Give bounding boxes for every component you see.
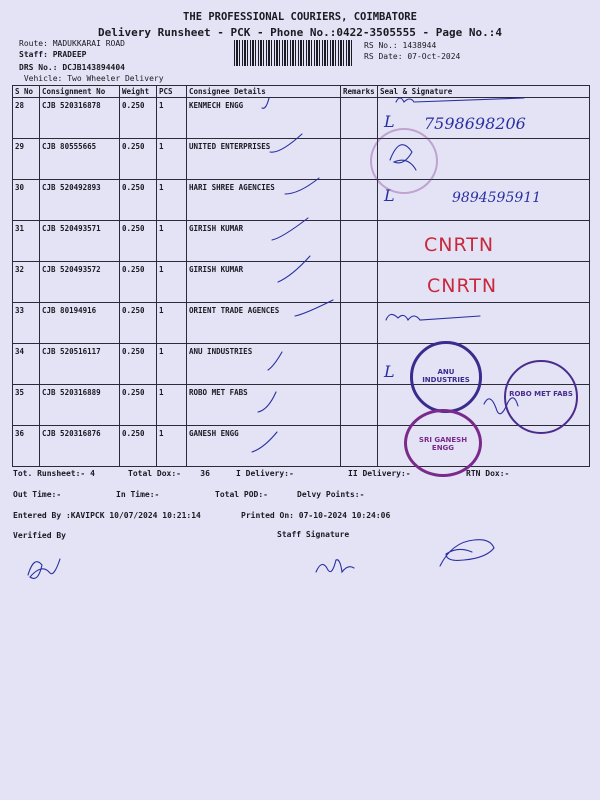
cell-weight: 0.250 [120,426,157,467]
cell-consignment: CJB 520316889 [40,385,120,426]
column-header: Remarks [341,86,378,98]
column-header: Consignee Details [187,86,341,98]
rs-date-value: 07-Oct-2024 [407,52,461,61]
staff-signature-label: Staff Signature [277,530,350,539]
tick-mark-34 [268,352,282,370]
drs-label: DRS No.: [19,63,58,72]
verified-by-label: Verified By [13,531,66,540]
cell-sno: 34 [13,344,40,385]
cell-weight: 0.250 [120,262,157,303]
printed-on: Printed On: 07-10-2024 10:24:06 [241,511,391,520]
rs-no-label: RS No.: [364,41,398,50]
cell-sno: 28 [13,98,40,139]
tick-mark-36 [252,432,277,452]
vehicle-value: Two Wheeler Delivery [67,74,164,83]
handwritten-phone-2: 9894595911 [452,190,542,206]
rs-no-value: 1438944 [402,41,437,50]
tick-mark-32 [278,256,310,282]
ii-delivery: II Delivery:- [348,469,411,478]
cell-pcs: 1 [157,262,187,303]
tick-mark-29 [270,134,302,152]
cell-consignment: CJB 80194916 [40,303,120,344]
rs-date-label: RS Date: [364,52,403,61]
runsheet-subtitle: Delivery Runsheet - PCK - Phone No.:0422-3505555 - Page No.:4 [98,26,502,39]
cell-consignee: UNITED ENTERPRISES [187,139,341,180]
right-signature [440,540,494,566]
cell-consignee: GIRISH KUMAR [187,262,341,303]
out-time: Out Time:- [13,490,62,499]
cell-consignment: CJB 520493572 [40,262,120,303]
cell-pcs: 1 [157,221,187,262]
cell-sno: 29 [13,139,40,180]
vehicle-label: Vehicle: [23,74,63,83]
handwritten-initial-3: L [384,362,395,381]
staff-signature [316,560,354,572]
cell-weight: 0.250 [120,344,157,385]
handwritten-cnrtn-2: CNRTN [427,275,498,297]
cell-weight: 0.250 [120,98,157,139]
cell-weight: 0.250 [120,303,157,344]
handwritten-phone-1: 7598698206 [424,114,526,133]
drs-value: DCJB143894404 [62,63,125,72]
tick-mark-33 [295,300,333,316]
verified-signature [28,559,60,579]
entered-by: Entered By :KAVIPCK 10/07/2024 10:21:14 [13,511,201,520]
cell-consignee: HARI SHREE AGENCIES [187,180,341,221]
cell-sno: 33 [13,303,40,344]
robo-met-fabs-stamp: ROBO MET FABS [504,360,578,434]
tick-mark-30 [285,178,319,194]
cell-pcs: 1 [157,426,187,467]
cell-pcs: 1 [157,180,187,221]
cell-consignment: CJB 520316878 [40,98,120,139]
cell-consignee: ORIENT TRADE AGENCES [187,303,341,344]
cell-sno: 32 [13,262,40,303]
cell-consignment: CJB 520316876 [40,426,120,467]
rtn-dox: RTN Dox:- [466,469,510,478]
cell-weight: 0.250 [120,385,157,426]
total-dox: Total Dox:- 36 [128,469,210,478]
i-delivery: I Delivery:- [236,469,294,478]
cell-pcs: 1 [157,139,187,180]
cell-weight: 0.250 [120,139,157,180]
tick-mark-35 [258,392,276,412]
cell-pcs: 1 [157,385,187,426]
scribble-28 [396,98,524,102]
sri-ganesh-engg-stamp: SRI GANESH ENGG [404,409,482,477]
cell-consignee: ANU INDUSTRIES [187,344,341,385]
cell-sno: 30 [13,180,40,221]
faded-stamp [370,128,438,194]
cell-consignment: CJB 520492893 [40,180,120,221]
column-header: Weight [120,86,157,98]
tick-mark-31 [272,218,308,240]
staff-value: PRADEEP [52,50,87,59]
handwritten-cnrtn-1: CNRTN [424,234,495,256]
company-title: THE PROFESSIONAL COURIERS, COIMBATORE [183,11,417,23]
in-time: In Time:- [116,490,160,499]
cell-consignee: GANESH ENGG [187,426,341,467]
cell-consignee: KENMECH ENGG [187,98,341,139]
cell-pcs: 1 [157,98,187,139]
anu-industries-stamp: ANU INDUSTRIES [410,341,482,413]
cell-consignment: CJB 520516117 [40,344,120,385]
staff-label: Staff: [19,50,48,59]
cell-consignee: ROBO MET FABS [187,385,341,426]
column-header: PCS [157,86,187,98]
cell-sno: 31 [13,221,40,262]
route-label: Route: [19,39,48,48]
column-header: Consignment No [40,86,120,98]
total-pod: Total POD:- [215,490,268,499]
route-value: MADUKKARAI ROAD [52,39,125,48]
cell-sno: 35 [13,385,40,426]
column-header: Seal & Signature [378,86,590,98]
cell-pcs: 1 [157,303,187,344]
signature-33 [386,314,480,320]
tick-mark-28 [262,98,269,108]
cell-pcs: 1 [157,344,187,385]
cell-weight: 0.250 [120,180,157,221]
cell-weight: 0.250 [120,221,157,262]
column-header: S No [13,86,40,98]
cell-sno: 36 [13,426,40,467]
cell-consignee: GIRISH KUMAR [187,221,341,262]
total-runsheet: Tot. Runsheet:- 4 [13,469,95,478]
handwritten-initial-2: L [384,186,395,205]
handwritten-initial-1: L [384,112,395,131]
cell-consignment: CJB 80555665 [40,139,120,180]
cell-consignment: CJB 520493571 [40,221,120,262]
delvy-points: Delvy Points:- [297,490,365,499]
